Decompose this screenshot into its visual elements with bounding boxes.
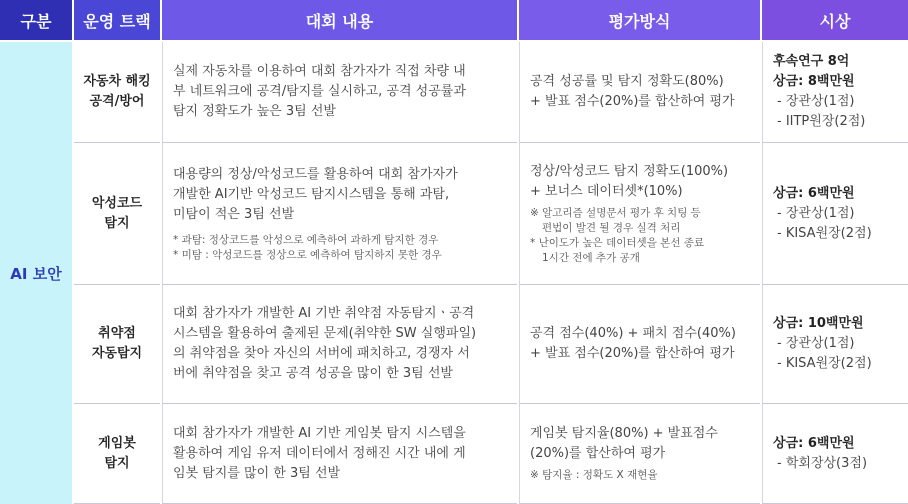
evaluation-line: 공격 성공률 및 탐지 정확도(80%) [530,74,724,89]
content-line: 부 네트워크에 공격/탐지를 실시하고, 공격 성공률과 [173,84,466,99]
track-cell [74,285,160,404]
evaluation-line: 공격 점수(40%) + 패치 점수(40%) [530,326,736,341]
content-line: 대회 참가자가 개발한 AI 기반 취약점 자동탐지ㆍ공격 [173,306,475,321]
evaluation-line: + 발표 점수(20%)를 합산하여 평가 [530,94,735,109]
header-track: 운영 트랙 [74,0,160,40]
track-cell [74,42,160,143]
evaluation-line: + 보너스 데이터셋*(10%) [530,183,683,199]
track-line: 탐지 [104,215,130,231]
evaluation-line: 정상/악성코드 탐지 정확도(100%) [530,163,729,179]
evaluation-cell [519,404,760,504]
header-category: 구분 [0,0,72,40]
prize-amount: 상금: 8백만원 [773,74,855,89]
evaluation-line: 게임봇 탐지율(80%) + 발표점수 [530,426,718,441]
prize-amount: 상금: 6백만원 [773,435,855,451]
content-line: 시스템을 활용하여 출제된 문제(취약한 SW 실행파일) [173,326,477,341]
content-line: 임봇 탐지를 많이 한 3팀 선발 [173,465,341,481]
track-line: 공격/방어 [89,94,145,109]
table-header-row [0,0,908,40]
track-cell [74,143,160,285]
content-note: * 미탐 : 악성코드를 정상으로 예측하여 탐지하지 못한 경우 [173,248,442,261]
prize-amount: 상금: 6백만원 [773,185,855,201]
prize-extra: 후속연구 8억 [773,54,850,69]
content-cell [162,285,517,404]
evaluation-line: (20%)를 합산하여 평가 [530,446,666,461]
evaluation-note: ※ 알고리즘 설명문서 평가 후 치팅 등 [530,206,701,219]
track-line: 탐지 [104,455,130,471]
evaluation-note: 편법이 발견 될 경우 실격 처리 [542,221,681,234]
content-line: 대회 참가자가 개발한 AI 기반 게임봇 탐지 시스템을 [173,425,466,441]
content-cell [162,143,517,285]
evaluation-cell [519,42,760,143]
prize-award: - IITP원장(2점) [777,114,866,129]
content-line: 탐지 정확도가 높은 3팀 선발 [173,104,336,119]
prize-cell [762,404,908,504]
header-evaluation: 평가방식 [519,0,760,40]
evaluation-note: ※ 탐지율 : 정확도 X 재현율 [530,469,658,481]
evaluation-cell [519,143,760,285]
evaluation-cell [519,285,760,404]
prize-amount: 상금: 10백만원 [773,316,864,331]
header-prize: 시상 [762,0,908,40]
prize-award: - KISA원장(2점) [777,356,872,371]
prize-cell [762,42,908,143]
prize-cell [762,285,908,404]
prize-award: - 장관상(1점) [777,205,855,221]
content-line: 실제 자동차를 이용하여 대회 참가자가 직접 차량 내 [173,64,466,79]
evaluation-line: + 발표 점수(20%)를 합산하여 평가 [530,346,735,361]
track-cell [74,404,160,504]
content-line: 대용량의 정상/악성코드를 활용하여 대회 참가자가 [173,166,458,182]
track-line: 취약점 [98,326,136,341]
content-line: 개발한 AI기반 악성코드 탐지시스템을 통해 과탐, [173,186,450,202]
prize-award: - KISA원장(2점) [777,225,872,241]
track-line: 게임봇 [98,435,136,451]
prize-award: - 장관상(1점) [777,336,855,351]
header-content: 대회 내용 [162,0,517,40]
track-line: 악성코드 [91,195,143,211]
prize-award: - 장관상(1점) [777,94,855,109]
track-line: 자동차 해킹 [83,74,151,89]
content-line: 미탐이 적은 3팀 선발 [173,206,295,222]
content-note: * 과탐: 정상코드를 악성으로 예측하여 과하게 탐지한 경우 [173,233,439,246]
category-cell: AI 보안 [0,42,72,504]
content-cell [162,42,517,143]
content-line: 의 취약점을 찾아 자신의 서버에 패치하고, 경쟁자 서 [173,346,470,361]
track-line: 자동탐지 [91,346,143,361]
content-line: 활용하여 게임 유저 데이터에서 정해진 시간 내에 게 [173,445,466,461]
prize-cell [762,143,908,285]
content-line: 버에 취약점을 찾고 공격 성공을 많이 한 3팀 선발 [173,366,453,381]
prize-award: - 학회장상(3점) [777,455,868,471]
content-cell [162,404,517,504]
evaluation-note: 1시간 전에 추가 공개 [542,251,640,264]
evaluation-note: * 난이도가 높은 데이터셋을 본선 종료 [530,236,705,249]
